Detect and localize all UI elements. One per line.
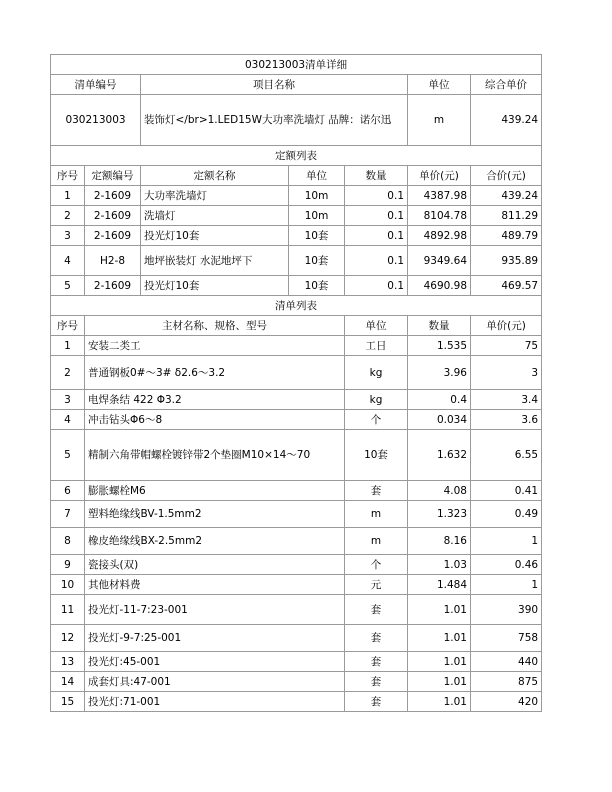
material-no: 4 — [51, 410, 85, 430]
material-qty: 3.96 — [408, 356, 471, 390]
material-row — [51, 430, 542, 481]
quota-total: 811.29 — [471, 206, 542, 226]
material-row — [51, 672, 542, 692]
bill-detail-table — [50, 54, 542, 712]
quota-total: 935.89 — [471, 246, 542, 276]
quota-name: 地坪嵌装灯 水泥地坪下 — [141, 246, 289, 276]
material-unit: m — [345, 501, 408, 528]
material-no: 12 — [51, 625, 85, 652]
material-header-price: 单价(元) — [471, 316, 542, 336]
material-price: 3 — [471, 356, 542, 390]
quota-header-code: 定额编号 — [85, 166, 141, 186]
material-no: 6 — [51, 481, 85, 501]
material-qty: 4.08 — [408, 481, 471, 501]
quota-price: 4690.98 — [408, 276, 471, 296]
material-name: 塑料绝缘线BV-1.5mm2 — [85, 501, 345, 528]
material-row — [51, 692, 542, 712]
material-qty: 1.01 — [408, 692, 471, 712]
quota-header-qty: 数量 — [345, 166, 408, 186]
material-row — [51, 336, 542, 356]
material-qty: 8.16 — [408, 528, 471, 555]
quota-header-unit: 单位 — [289, 166, 345, 186]
quota-row — [51, 226, 542, 246]
material-row — [51, 528, 542, 555]
item-row — [51, 95, 542, 146]
quota-price: 4387.98 — [408, 186, 471, 206]
quota-name: 投光灯10套 — [141, 276, 289, 296]
quota-name: 洗墙灯 — [141, 206, 289, 226]
quota-header-total: 合价(元) — [471, 166, 542, 186]
material-unit: 套 — [345, 595, 408, 625]
material-row — [51, 575, 542, 595]
quota-total: 469.57 — [471, 276, 542, 296]
quota-header-row — [51, 166, 542, 186]
material-qty: 0.4 — [408, 390, 471, 410]
material-row — [51, 410, 542, 430]
material-no: 5 — [51, 430, 85, 481]
material-qty: 1.01 — [408, 652, 471, 672]
material-header-unit: 单位 — [345, 316, 408, 336]
material-name: 瓷接头(双) — [85, 555, 345, 575]
material-name: 橡皮绝缘线BX-2.5mm2 — [85, 528, 345, 555]
material-no: 8 — [51, 528, 85, 555]
quota-code: 2-1609 — [85, 226, 141, 246]
quota-code: H2-8 — [85, 246, 141, 276]
material-unit: 元 — [345, 575, 408, 595]
material-no: 2 — [51, 356, 85, 390]
material-name: 安装二类工 — [85, 336, 345, 356]
material-qty: 1.01 — [408, 595, 471, 625]
material-price: 3.4 — [471, 390, 542, 410]
material-name: 冲击钻头Φ6～8 — [85, 410, 345, 430]
price-header: 综合单价 — [471, 75, 542, 95]
quota-no: 5 — [51, 276, 85, 296]
material-row — [51, 356, 542, 390]
item-unit: m — [408, 95, 471, 146]
material-header-name: 主材名称、规格、型号 — [85, 316, 345, 336]
quota-qty: 0.1 — [345, 226, 408, 246]
quota-name: 大功率洗墙灯 — [141, 186, 289, 206]
material-unit: 个 — [345, 410, 408, 430]
quota-qty: 0.1 — [345, 276, 408, 296]
material-qty: 1.03 — [408, 555, 471, 575]
quota-unit: 10套 — [289, 226, 345, 246]
material-unit: kg — [345, 390, 408, 410]
quota-total: 489.79 — [471, 226, 542, 246]
item-price: 439.24 — [471, 95, 542, 146]
material-price: 75 — [471, 336, 542, 356]
material-price: 440 — [471, 652, 542, 672]
material-price: 0.49 — [471, 501, 542, 528]
material-unit: kg — [345, 356, 408, 390]
quota-price: 4892.98 — [408, 226, 471, 246]
quota-no: 3 — [51, 226, 85, 246]
material-row — [51, 481, 542, 501]
material-name: 投光灯:71-001 — [85, 692, 345, 712]
material-row — [51, 595, 542, 625]
material-qty: 0.034 — [408, 410, 471, 430]
material-price: 0.46 — [471, 555, 542, 575]
material-row — [51, 390, 542, 410]
material-no: 13 — [51, 652, 85, 672]
material-unit: 套 — [345, 652, 408, 672]
material-qty: 1.535 — [408, 336, 471, 356]
material-qty: 1.01 — [408, 625, 471, 652]
material-unit: 个 — [345, 555, 408, 575]
material-no: 15 — [51, 692, 85, 712]
quota-header-price: 单价(元) — [408, 166, 471, 186]
quota-name: 投光灯10套 — [141, 226, 289, 246]
material-section-title: 清单列表 — [51, 296, 542, 316]
quota-total: 439.24 — [471, 186, 542, 206]
material-name: 精制六角带帽螺栓镀锌带2个垫圈M10×14～70 — [85, 430, 345, 481]
quota-header-name: 定额名称 — [141, 166, 289, 186]
quota-code: 2-1609 — [85, 186, 141, 206]
quota-unit: 10m — [289, 186, 345, 206]
material-unit: 套 — [345, 481, 408, 501]
material-row — [51, 555, 542, 575]
material-name: 投光灯-9-7:25-001 — [85, 625, 345, 652]
material-name: 投光灯:45-001 — [85, 652, 345, 672]
item-code: 030213003 — [51, 95, 141, 146]
material-price: 3.6 — [471, 410, 542, 430]
quota-code: 2-1609 — [85, 276, 141, 296]
material-no: 9 — [51, 555, 85, 575]
material-price: 1 — [471, 575, 542, 595]
material-price: 420 — [471, 692, 542, 712]
quota-row — [51, 276, 542, 296]
material-unit: 套 — [345, 692, 408, 712]
material-header-no: 序号 — [51, 316, 85, 336]
quota-qty: 0.1 — [345, 206, 408, 226]
material-qty: 1.484 — [408, 575, 471, 595]
material-price: 758 — [471, 625, 542, 652]
quota-no: 2 — [51, 206, 85, 226]
material-name: 成套灯具:47-001 — [85, 672, 345, 692]
header-row — [51, 75, 542, 95]
material-qty: 1.632 — [408, 430, 471, 481]
table-title: 030213003清单详细 — [51, 55, 542, 75]
material-header-qty: 数量 — [408, 316, 471, 336]
material-no: 1 — [51, 336, 85, 356]
quota-no: 4 — [51, 246, 85, 276]
material-row — [51, 652, 542, 672]
quota-section-title: 定额列表 — [51, 146, 542, 166]
quota-unit: 10m — [289, 206, 345, 226]
material-no: 11 — [51, 595, 85, 625]
material-name: 投光灯-11-7:23-001 — [85, 595, 345, 625]
quota-no: 1 — [51, 186, 85, 206]
quota-header-no: 序号 — [51, 166, 85, 186]
material-price: 875 — [471, 672, 542, 692]
material-no: 3 — [51, 390, 85, 410]
material-unit: 套 — [345, 625, 408, 652]
quota-unit: 10套 — [289, 246, 345, 276]
material-header-row — [51, 316, 542, 336]
material-no: 7 — [51, 501, 85, 528]
material-unit: m — [345, 528, 408, 555]
material-row — [51, 625, 542, 652]
material-name: 其他材料费 — [85, 575, 345, 595]
quota-qty: 0.1 — [345, 246, 408, 276]
quota-unit: 10套 — [289, 276, 345, 296]
material-row — [51, 501, 542, 528]
material-name: 膨胀螺栓M6 — [85, 481, 345, 501]
material-unit: 10套 — [345, 430, 408, 481]
material-price: 390 — [471, 595, 542, 625]
material-qty: 1.323 — [408, 501, 471, 528]
quota-row — [51, 206, 542, 226]
material-qty: 1.01 — [408, 672, 471, 692]
quota-price: 9349.64 — [408, 246, 471, 276]
code-header: 清单编号 — [51, 75, 141, 95]
material-price: 6.55 — [471, 430, 542, 481]
material-price: 0.41 — [471, 481, 542, 501]
material-unit: 套 — [345, 672, 408, 692]
material-price: 1 — [471, 528, 542, 555]
material-no: 10 — [51, 575, 85, 595]
material-unit: 工日 — [345, 336, 408, 356]
quota-price: 8104.78 — [408, 206, 471, 226]
material-name: 普通钢板0#～3# δ2.6～3.2 — [85, 356, 345, 390]
quota-row — [51, 186, 542, 206]
quota-code: 2-1609 — [85, 206, 141, 226]
name-header: 项目名称 — [141, 75, 408, 95]
quota-qty: 0.1 — [345, 186, 408, 206]
material-no: 14 — [51, 672, 85, 692]
quota-row — [51, 246, 542, 276]
material-name: 电焊条结 422 Φ3.2 — [85, 390, 345, 410]
unit-header: 单位 — [408, 75, 471, 95]
item-name: 装饰灯</br>1.LED15W大功率洗墙灯 品牌：诺尔迅 — [141, 95, 408, 146]
